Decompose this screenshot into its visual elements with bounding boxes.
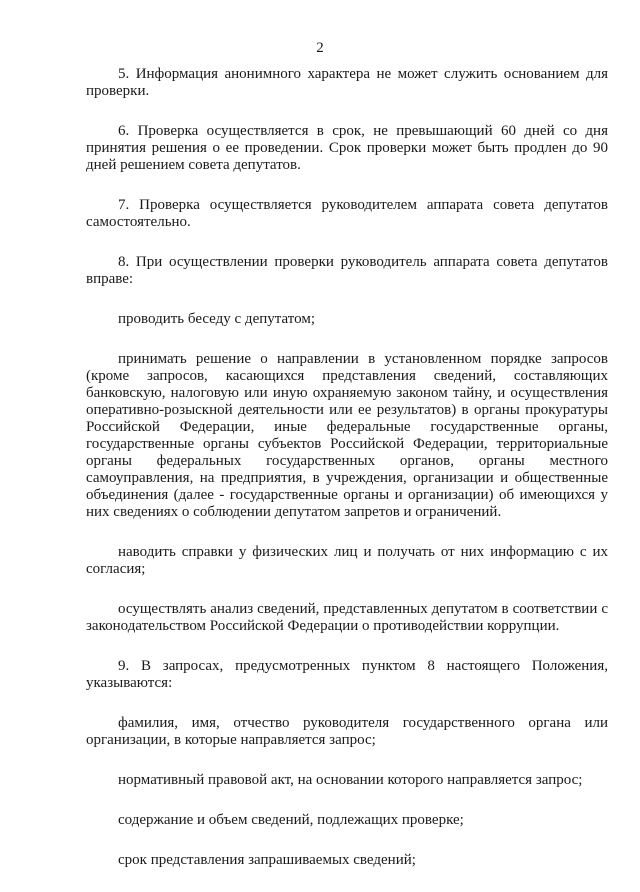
paragraph-subitem-analysis: осуществлять анализ сведений, представленных депутатом в соответствии с законодательством Российской Федерации о противодействии коррупции. [86, 601, 608, 634]
paragraph-subitem-content: содержание и объем сведений, подлежащих проверке; [118, 812, 464, 828]
paragraph-subitem-inquiries: наводить справки у физических лиц и получать от них информацию с их согласия; [86, 544, 608, 577]
paragraph-item-7: 7. Проверка осуществляется руководителем аппарата совета депутатов самостоятельно. [86, 197, 608, 230]
paragraph-subitem-name: фамилия, имя, отчество руководителя государственного органа или организации, в которые направляется запрос; [86, 715, 608, 748]
paragraph-item-9: 9. В запросах, предусмотренных пунктом 8 настоящего Положения, указываются: [86, 658, 608, 691]
paragraph-item-5: 5. Информация анонимного характера не может служить основанием для проверки. [86, 66, 608, 99]
paragraph-subitem-requests: принимать решение о направлении в установленном порядке запросов (кроме запросов, касающихся представления сведений, составляющих банковскую, налоговую или иную охраняемую законом тайну, и осуществления оперативно-розыскной деятельности или ее результатов) в органы прокуратуры Российской Федерации, иные федеральные государственные органы, государственные органы субъектов Российской Федерации, территориальные органы федеральных государственных органов, органы местного самоуправления, на предприятия, в учреждения, организации и общественные объединения (далее - государственные органы и организации) об имеющихся у них сведениях о соблюдении депутатом запретов и ограничений. [86, 351, 608, 520]
page-number: 2 [316, 40, 324, 56]
paragraph-subitem-deadline: срок представления запрашиваемых сведений; [118, 852, 416, 868]
paragraph-subitem-conversation: проводить беседу с депутатом; [118, 311, 315, 327]
document-body [86, 66, 608, 892]
paragraph-item-6: 6. Проверка осуществляется в срок, не превышающий 60 дней со дня принятия решения о ее проведении. Срок проверки может быть продлен до 90 дней решением совета депутатов. [86, 123, 608, 173]
paragraph-subitem-legal-act: нормативный правовой акт, на основании которого направляется запрос; [118, 772, 583, 788]
paragraph-item-8: 8. При осуществлении проверки руководитель аппарата совета депутатов вправе: [86, 254, 608, 287]
